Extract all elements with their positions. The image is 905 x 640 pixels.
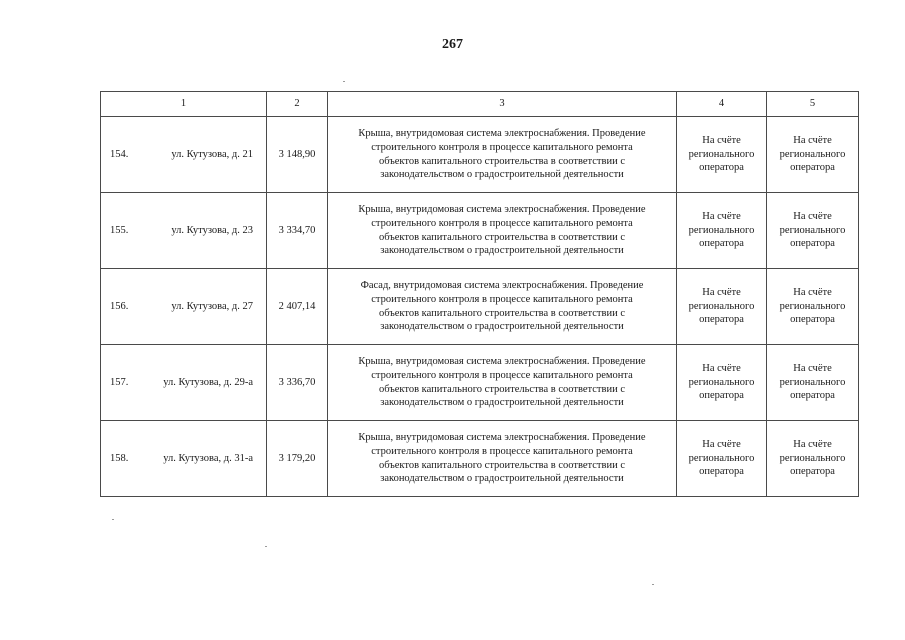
- col4-line: регионального: [688, 300, 755, 312]
- row-address: ул. Кутузова, д. 29-а: [163, 376, 253, 388]
- col5-line: оператора: [790, 314, 835, 326]
- col5-line: На счёте: [793, 287, 832, 299]
- column-header-1: 1: [101, 92, 267, 117]
- row-area: 3 334,70: [267, 193, 328, 269]
- col5-line: оператора: [790, 466, 835, 478]
- scan-speck: [652, 584, 654, 585]
- row-number: 155.: [110, 224, 129, 236]
- row-col5: [767, 269, 859, 345]
- col4-line: оператора: [699, 466, 744, 478]
- col4-line: На счёте: [702, 211, 741, 223]
- works-line: строительного контроля в процессе капитального ремонта: [371, 445, 633, 457]
- row-address: ул. Кутузова, д. 21: [171, 148, 253, 160]
- table-row: [101, 117, 859, 193]
- col5-line: регионального: [779, 148, 846, 160]
- row-address: ул. Кутузова, д. 27: [171, 300, 253, 312]
- address-cell: [101, 345, 267, 421]
- row-area: 3 148,90: [267, 117, 328, 193]
- row-address: ул. Кутузова, д. 31-а: [163, 452, 253, 464]
- page-number: 267: [442, 37, 463, 52]
- col4-line: оператора: [699, 390, 744, 402]
- col5-line: На счёте: [793, 363, 832, 375]
- scan-speck: [343, 81, 345, 82]
- row-col4: [677, 117, 767, 193]
- works-line: законодательством о градостроительной деятельности: [380, 321, 624, 333]
- row-col4: [677, 421, 767, 497]
- works-line: законодательством о градостроительной деятельности: [380, 473, 624, 485]
- row-col5: [767, 421, 859, 497]
- scan-speck: [265, 546, 267, 547]
- address-cell: [101, 421, 267, 497]
- col5-line: На счёте: [793, 439, 832, 451]
- col5-line: регионального: [779, 452, 846, 464]
- table-row: [101, 269, 859, 345]
- works-line: строительного контроля в процессе капитального ремонта: [371, 293, 633, 305]
- row-area: 3 336,70: [267, 345, 328, 421]
- table-header: [101, 92, 859, 117]
- works-line: Крыша, внутридомовая система электроснабжения. Проведение: [358, 432, 646, 444]
- address-cell: [101, 117, 267, 193]
- row-number: 154.: [110, 148, 129, 160]
- row-area: 2 407,14: [267, 269, 328, 345]
- col5-line: регионального: [779, 224, 846, 236]
- row-works: [328, 421, 677, 497]
- column-header-4: 4: [677, 92, 767, 117]
- row-works: [328, 117, 677, 193]
- works-line: объектов капитального строительства в соответствии с: [379, 383, 625, 395]
- works-line: законодательством о градостроительной деятельности: [380, 169, 624, 181]
- col4-line: На счёте: [702, 363, 741, 375]
- row-col5: [767, 345, 859, 421]
- col4-line: оператора: [699, 162, 744, 174]
- works-line: Крыша, внутридомовая система электроснабжения. Проведение: [358, 356, 646, 368]
- col4-line: На счёте: [702, 135, 741, 147]
- works-line: Крыша, внутридомовая система электроснабжения. Проведение: [358, 204, 646, 216]
- col4-line: регионального: [688, 224, 755, 236]
- col4-line: оператора: [699, 314, 744, 326]
- row-works: [328, 193, 677, 269]
- works-line: законодательством о градостроительной деятельности: [380, 245, 624, 257]
- row-col5: [767, 193, 859, 269]
- header-row: [101, 92, 859, 117]
- table-row: [101, 421, 859, 497]
- col5-line: регионального: [779, 376, 846, 388]
- row-col4: [677, 269, 767, 345]
- col5-line: регионального: [779, 300, 846, 312]
- works-line: объектов капитального строительства в соответствии с: [379, 459, 625, 471]
- row-col4: [677, 193, 767, 269]
- col5-line: На счёте: [793, 211, 832, 223]
- row-area: 3 179,20: [267, 421, 328, 497]
- column-header-2: 2: [267, 92, 328, 117]
- works-line: строительного контроля в процессе капитального ремонта: [371, 369, 633, 381]
- col4-line: регионального: [688, 452, 755, 464]
- works-line: Фасад, внутридомовая система электроснабжения. Проведение: [360, 280, 644, 292]
- col4-line: регионального: [688, 148, 755, 160]
- works-line: объектов капитального строительства в соответствии с: [379, 155, 625, 167]
- col4-line: На счёте: [702, 439, 741, 451]
- works-line: законодательством о градостроительной деятельности: [380, 397, 624, 409]
- row-col5: [767, 117, 859, 193]
- table-body: [101, 117, 859, 497]
- col4-line: оператора: [699, 238, 744, 250]
- col4-line: регионального: [688, 376, 755, 388]
- col5-line: оператора: [790, 390, 835, 402]
- works-line: строительного контроля в процессе капитального ремонта: [371, 217, 633, 229]
- works-line: объектов капитального строительства в соответствии с: [379, 231, 625, 243]
- col4-line: На счёте: [702, 287, 741, 299]
- table-row: [101, 193, 859, 269]
- address-cell: [101, 269, 267, 345]
- col5-line: оператора: [790, 238, 835, 250]
- row-col4: [677, 345, 767, 421]
- row-works: [328, 269, 677, 345]
- row-works: [328, 345, 677, 421]
- works-line: объектов капитального строительства в соответствии с: [379, 307, 625, 319]
- table-row: [101, 345, 859, 421]
- works-line: строительного контроля в процессе капитального ремонта: [371, 141, 633, 153]
- row-address: ул. Кутузова, д. 23: [171, 224, 253, 236]
- column-header-5: 5: [767, 92, 859, 117]
- row-number: 157.: [110, 376, 129, 388]
- row-number: 158.: [110, 452, 129, 464]
- row-number: 156.: [110, 300, 129, 312]
- column-header-3: 3: [328, 92, 677, 117]
- col5-line: оператора: [790, 162, 835, 174]
- address-cell: [101, 193, 267, 269]
- col5-line: На счёте: [793, 135, 832, 147]
- works-line: Крыша, внутридомовая система электроснабжения. Проведение: [358, 128, 646, 140]
- repair-table: [100, 91, 859, 497]
- scan-speck: [112, 519, 114, 520]
